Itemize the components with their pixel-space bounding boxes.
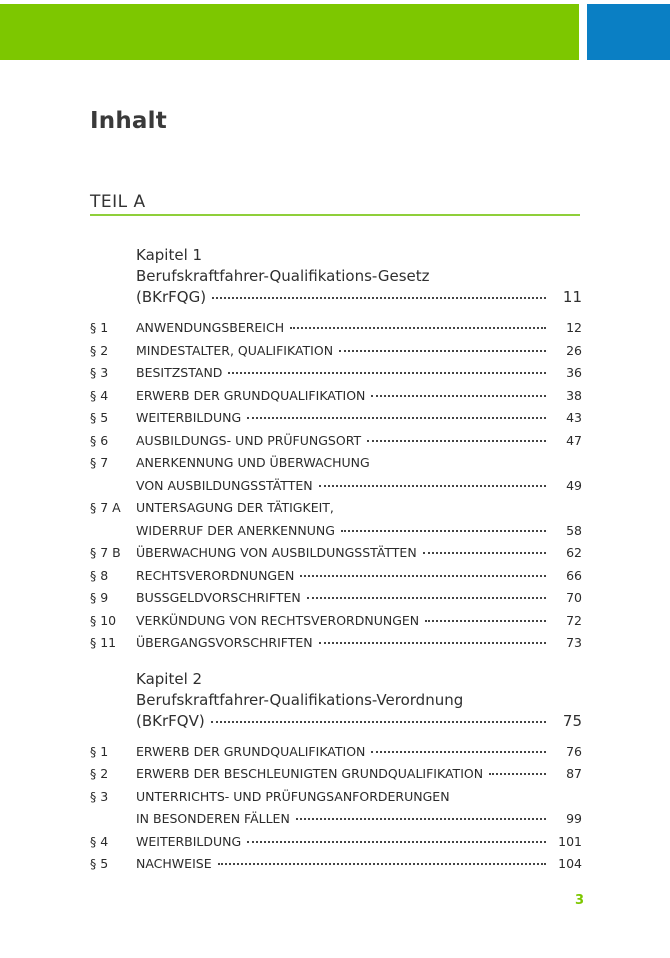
dot-leader xyxy=(212,285,546,299)
toc-entry[interactable] xyxy=(90,741,582,764)
entry-page: 66 xyxy=(566,567,582,583)
dot-leader xyxy=(228,360,546,374)
dot-leader xyxy=(489,761,546,775)
header-bar-blue xyxy=(587,4,670,60)
dot-leader xyxy=(339,338,546,352)
toc-entry[interactable] xyxy=(90,542,582,565)
entry-page: 49 xyxy=(566,477,582,493)
toc-entry[interactable] xyxy=(90,452,582,497)
section-number: § 1 xyxy=(90,743,109,759)
entry-title: BESITZSTAND xyxy=(136,365,223,380)
toc-entry[interactable] xyxy=(90,430,582,453)
chapter-2-heading[interactable] xyxy=(90,669,582,732)
entry-title-line: UNTERRICHTS- UND PRÜFUNGSANFORDERUNGEN xyxy=(136,788,450,804)
entry-title: WIDERRUF DER ANERKENNUNG xyxy=(136,522,335,538)
entry-title: VON AUSBILDUNGSSTÄTTEN xyxy=(136,477,313,493)
section-number: § 4 xyxy=(90,387,109,403)
chapter-1-heading[interactable] xyxy=(90,245,582,308)
entry-page: 99 xyxy=(566,811,582,826)
section-number: § 3 xyxy=(90,365,109,380)
entry-title: BUSSGELDVORSCHRIFTEN xyxy=(136,590,301,605)
entry-page: 76 xyxy=(566,743,582,759)
section-number: § 8 xyxy=(90,567,109,583)
entry-title: ERWERB DER BESCHLEUNIGTEN GRUNDQUALIFIKATION xyxy=(136,766,484,781)
toc-entry[interactable] xyxy=(90,362,582,385)
dot-leader xyxy=(247,829,546,843)
page-title: Inhalt xyxy=(90,108,167,134)
section-number: § 3 xyxy=(90,788,109,804)
entry-page: 43 xyxy=(566,410,582,425)
toc-entry[interactable] xyxy=(90,497,582,542)
entry-title: ERWERB DER GRUNDQUALIFIKATION xyxy=(136,743,366,759)
entry-title: WEITERBILDUNG xyxy=(136,833,242,849)
section-number: § 10 xyxy=(90,612,117,628)
dot-leader xyxy=(371,739,546,753)
dot-leader xyxy=(371,383,546,397)
section-number: § 5 xyxy=(90,410,109,425)
entry-page: 87 xyxy=(566,766,582,781)
dot-leader xyxy=(341,518,546,532)
chapter-1-label: Kapitel 1 xyxy=(136,246,203,264)
section-number: § 2 xyxy=(90,342,109,358)
chapter-1-title: Berufskraftfahrer-Qualifikations-Gesetz xyxy=(136,267,430,285)
entry-page: 38 xyxy=(566,387,582,403)
toc-entry[interactable] xyxy=(90,763,582,786)
entry-page: 72 xyxy=(566,612,582,628)
entry-title-line: ANERKENNUNG UND ÜBERWACHUNG xyxy=(136,455,370,470)
chapter-2-page: 75 xyxy=(562,711,582,730)
dot-leader xyxy=(307,585,546,599)
section-number: § 5 xyxy=(90,856,109,871)
toc-entry[interactable] xyxy=(90,385,582,408)
section-number: § 11 xyxy=(90,635,117,650)
entry-title: AUSBILDUNGS- UND PRÜFUNGSORT xyxy=(136,432,362,448)
dot-leader xyxy=(211,709,546,723)
entry-page: 58 xyxy=(566,522,582,538)
toc-entry[interactable] xyxy=(90,632,582,655)
toc-entry[interactable] xyxy=(90,587,582,610)
entry-title: VERKÜNDUNG VON RECHTSVERORDNUNGEN xyxy=(136,612,420,628)
entry-title: IN BESONDEREN FÄLLEN xyxy=(136,811,290,826)
chapter-2-abbrev: (BKrFQV) xyxy=(136,711,205,730)
dot-leader xyxy=(218,851,546,865)
toc-entry[interactable] xyxy=(90,610,582,633)
entry-page: 73 xyxy=(566,635,582,650)
header-bar-green xyxy=(0,4,579,60)
section-number: § 4 xyxy=(90,833,109,849)
entry-page: 26 xyxy=(566,342,582,358)
dot-leader xyxy=(319,630,546,644)
page-number: 3 xyxy=(575,893,585,908)
section-number: § 7 A xyxy=(90,500,121,515)
entry-page: 70 xyxy=(566,590,582,605)
entry-title: RECHTSVERORDNUNGEN xyxy=(136,567,295,583)
toc-entry[interactable] xyxy=(90,853,582,876)
dot-leader xyxy=(367,428,546,442)
entry-title: ÜBERWACHUNG VON AUSBILDUNGSSTÄTTEN xyxy=(136,545,417,560)
entry-title: WEITERBILDUNG xyxy=(136,410,242,425)
toc-entry[interactable] xyxy=(90,831,582,854)
table-of-contents xyxy=(90,245,582,876)
chapter-2-title: Berufskraftfahrer-Qualifikations-Verordnung xyxy=(136,690,464,709)
section-rule xyxy=(90,214,580,216)
toc-entry[interactable] xyxy=(90,565,582,588)
chapter-2-label: Kapitel 2 xyxy=(136,669,203,688)
entry-page: 101 xyxy=(558,833,582,849)
dot-leader xyxy=(290,315,546,329)
section-title: TEIL A xyxy=(90,192,146,212)
entry-title-line: UNTERSAGUNG DER TÄTIGKEIT, xyxy=(136,500,334,515)
dot-leader xyxy=(300,563,546,577)
section-number: § 2 xyxy=(90,766,109,781)
entry-title: ERWERB DER GRUNDQUALIFIKATION xyxy=(136,387,366,403)
toc-entry[interactable] xyxy=(90,407,582,430)
entry-page: 62 xyxy=(566,545,582,560)
toc-entry[interactable] xyxy=(90,340,582,363)
chapter-2-entries xyxy=(90,741,582,876)
dot-leader xyxy=(423,540,546,554)
dot-leader xyxy=(296,806,546,820)
dot-leader xyxy=(247,405,546,419)
section-number: § 9 xyxy=(90,590,109,605)
section-number: § 6 xyxy=(90,432,109,448)
chapter-1-entries xyxy=(90,317,582,655)
entry-page: 104 xyxy=(558,856,582,871)
chapter-1-abbrev: (BKrFQG) xyxy=(136,288,207,306)
chapter-1-page: 11 xyxy=(562,288,582,306)
section-number: § 7 B xyxy=(90,545,121,560)
section-number: § 7 xyxy=(90,455,109,470)
entry-title: ANWENDUNGSBEREICH xyxy=(136,320,285,335)
dot-leader xyxy=(319,473,546,487)
section-number: § 1 xyxy=(90,320,109,335)
entry-title: NACHWEISE xyxy=(136,856,212,871)
toc-entry[interactable] xyxy=(90,317,582,340)
entry-page: 47 xyxy=(566,432,582,448)
entry-page: 36 xyxy=(566,365,582,380)
entry-title: ÜBERGANGSVORSCHRIFTEN xyxy=(136,635,313,650)
entry-title: MINDESTALTER, QUALIFIKATION xyxy=(136,342,334,358)
entry-page: 12 xyxy=(566,320,582,335)
dot-leader xyxy=(425,608,546,622)
toc-entry[interactable] xyxy=(90,786,582,831)
